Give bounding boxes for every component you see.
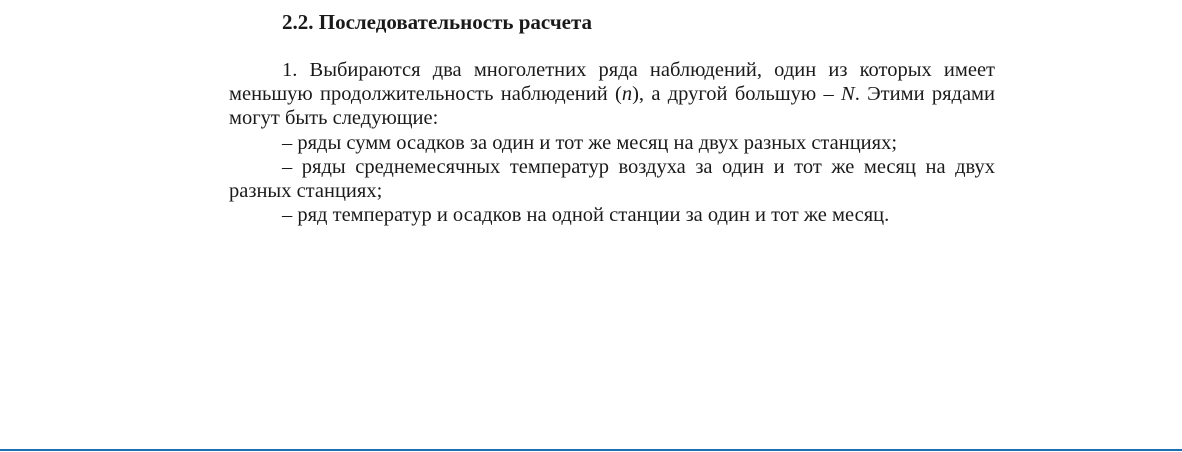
paragraph-item-1 [229,58,995,131]
list-item-single-station: – ряд температур и осадков на одной станции за один и тот же месяц. [282,204,890,227]
symbol-n: n [621,83,633,106]
section-heading: 2.2. Последовательность расчета [282,10,593,34]
symbol-N: N [841,83,855,106]
document-page [229,8,995,227]
list-item-precipitation: – ряды сумм осадков за один и тот же месяц на двух разных станциях; [282,131,898,154]
item1-text-middle: ), а другой большую – [632,83,842,106]
bottom-divider [0,449,1182,451]
section-body [229,58,995,227]
item1-text-start: 1. Выбираются два многолетних ряда наблюдений, один из которых имеет меньшую продолжительность наблюдений ( [229,59,995,106]
item1-text-end: . Этими рядами могут быть следующие: [229,83,996,130]
list-item-temperature: – ряды среднемесячных температур воздуха за один и тот же месяц на двух разных станциях; [229,155,995,203]
